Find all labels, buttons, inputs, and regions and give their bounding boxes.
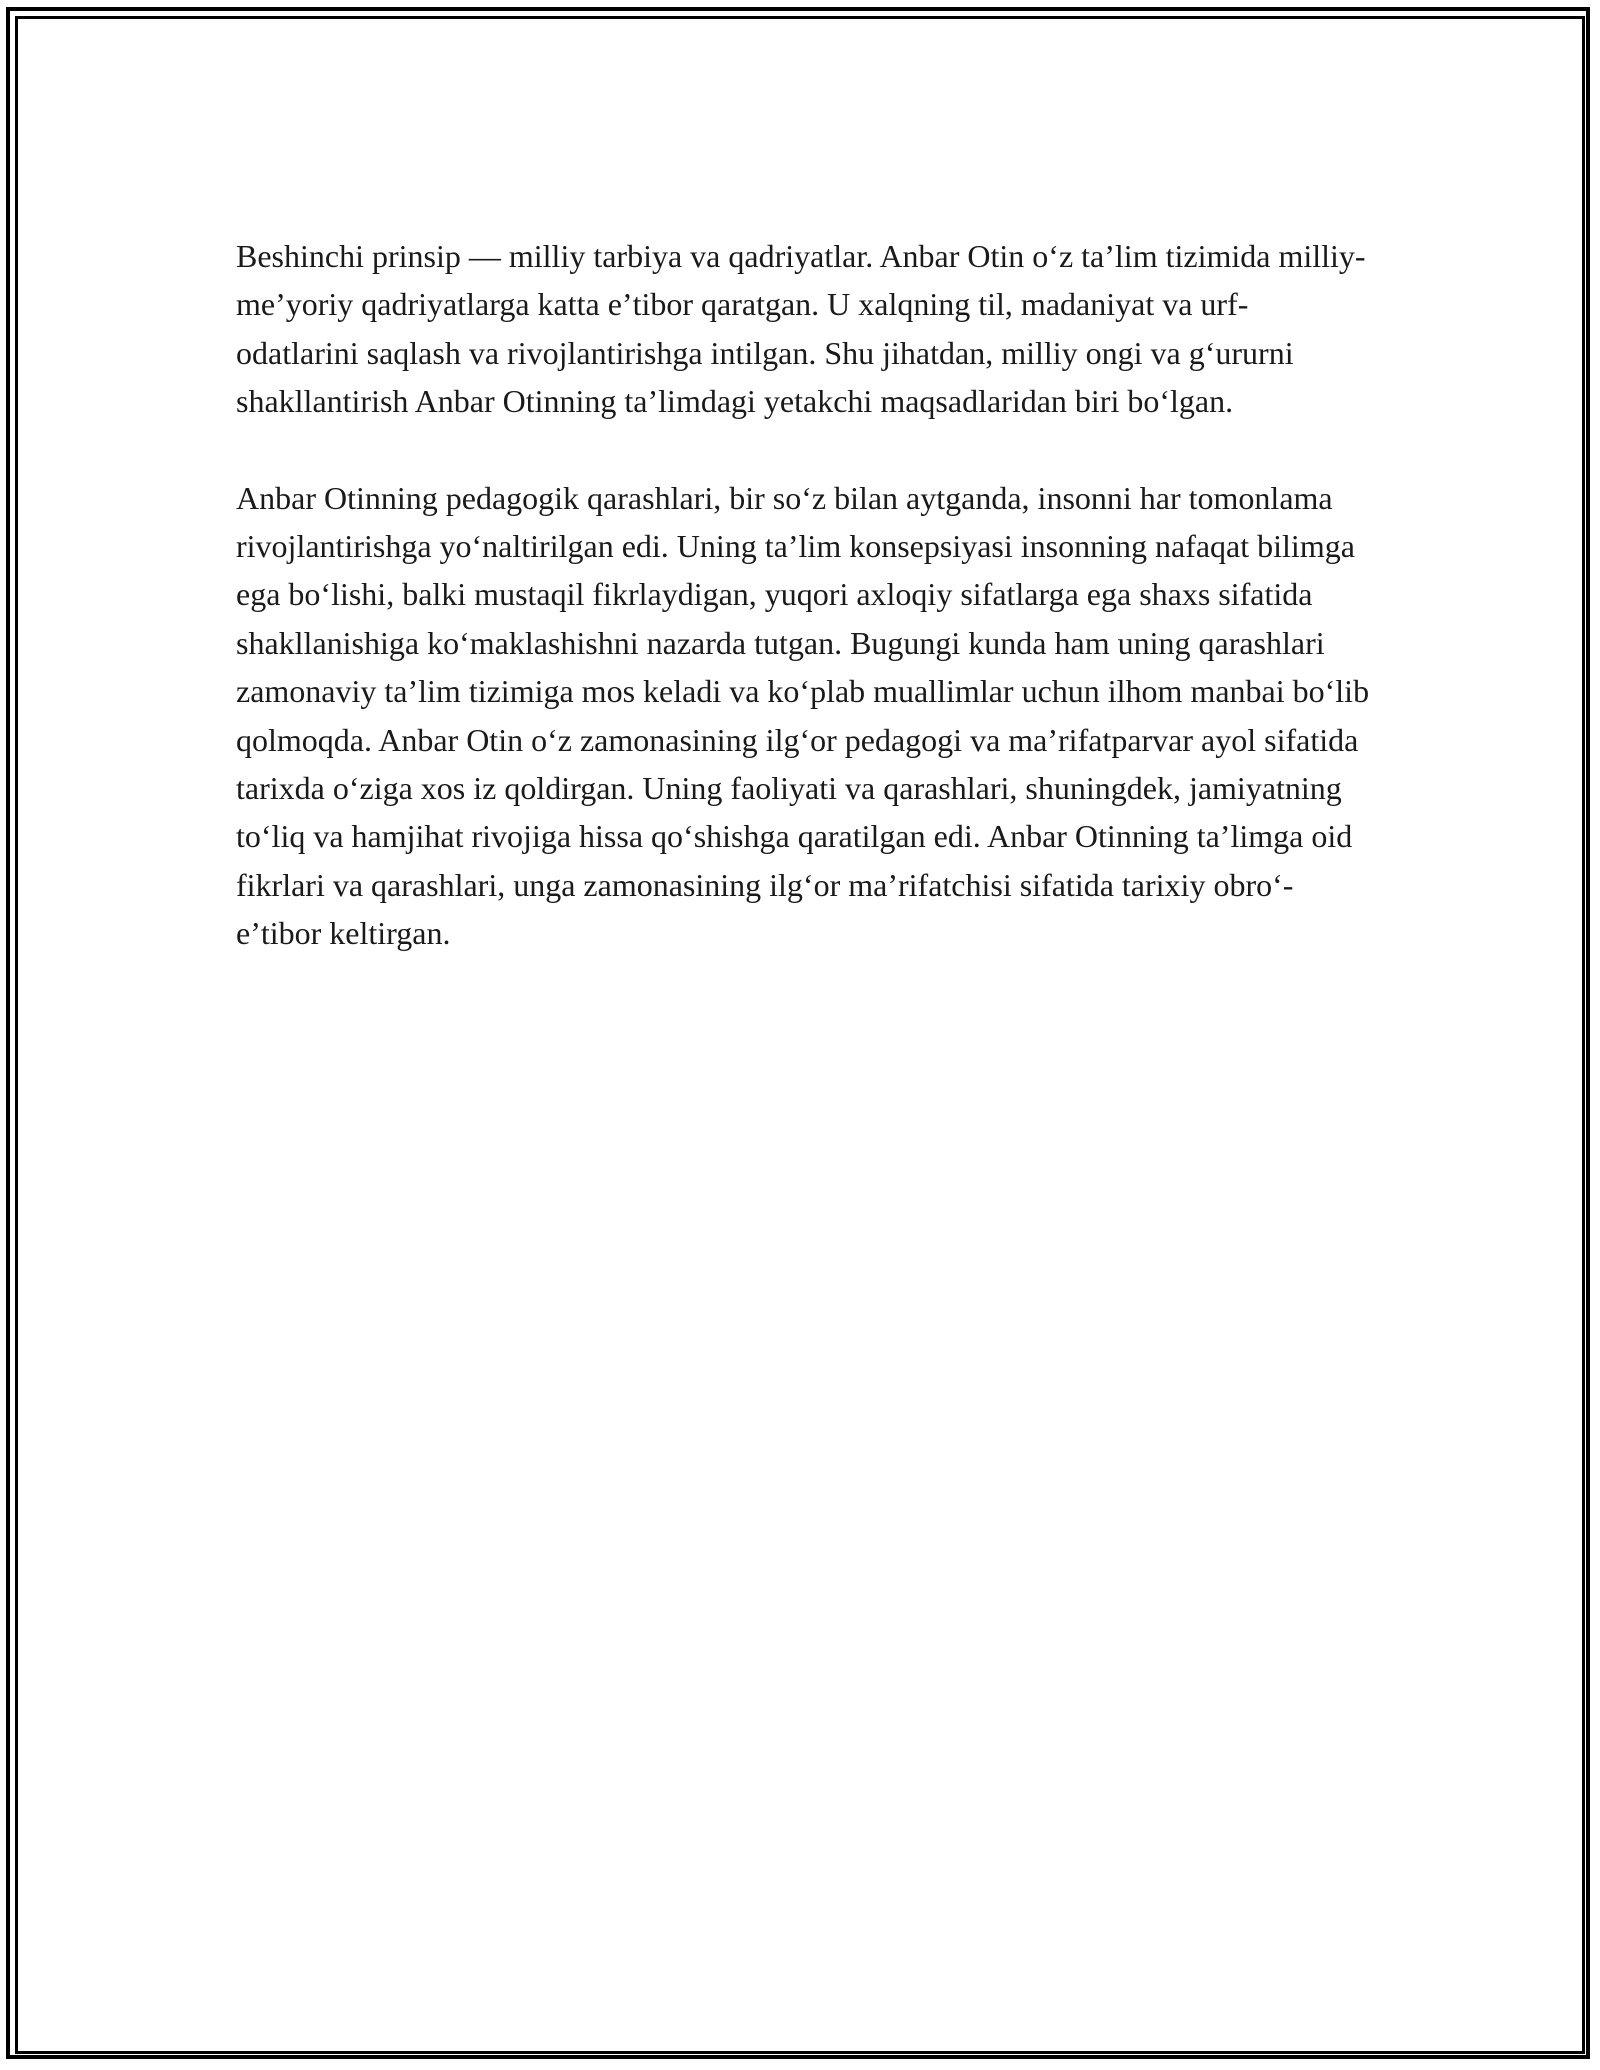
paragraph-1: Beshinchi prinsip — milliy tarbiya va qadriyatlar. Anbar Otin oʻz taʼlim tizimida milliy-meʼyoriy qadriyatlarga katta eʼtibor qaratgan. U xalqning til, madaniyat va urf-odatlarini saqlash va rivojlantirishga intilgan. Shu jihatdan, milliy ongi va gʻururni shakllantirish Anbar Otinning taʼlimdagi yetakchi maqsadlaridan biri boʻlgan. (236, 238, 1366, 420)
document-body (236, 232, 1370, 1006)
paragraph-2: Anbar Otinning pedagogik qarashlari, bir soʻz bilan aytganda, insonni har tomonlama rivojlantirishga yoʻnaltirilgan edi. Uning taʼlim konsepsiyasi insonning nafaqat bilimga ega boʻlishi, balki mustaqil fikrlaydigan, yuqori axloqiy sifatlarga ega shaxs sifatida shakllanishiga koʻmaklashishni nazarda tutgan. Bugungi kunda ham uning qarashlari zamonaviy taʼlim tizimiga mos keladi va koʻplab muallimlar uchun ilhom manbai boʻlib qolmoqda. Anbar Otin oʻz zamonasining ilgʻor pedagogi va maʼrifatparvar ayol sifatida tarixda oʻziga xos iz qoldirgan. Uning faoliyati va qarashlari, shuningdek, jamiyatning toʻliq va hamjihat rivojiga hissa qoʻshishga qaratilgan edi. Anbar Otinning taʼlimga oid fikrlari va qarashlari, unga zamonasining ilgʻor maʼrifatchisi sifatida tarixiy obroʻ-eʼtibor keltirgan. (236, 479, 1370, 952)
